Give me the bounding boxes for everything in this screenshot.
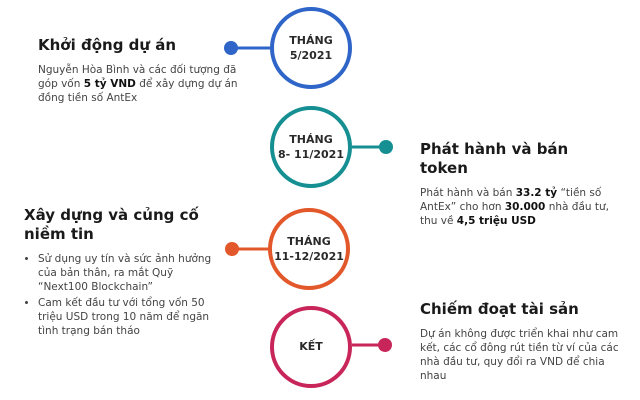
event-token-sale-text-part1: Phát hành và bán [420,187,516,199]
event-launch-title: Khởi động dự án [38,36,177,54]
milestone-label-2-line1: THÁNG [289,133,333,146]
milestone-label-3 [269,234,349,264]
event-launch [38,36,238,105]
dot-build-trust [225,242,239,256]
milestone-label-3-line1: THÁNG [287,235,331,248]
milestone-label-2-line2: 8- 11/2021 [278,148,344,161]
milestone-label-1-line2: 5/2021 [289,49,333,62]
event-token-sale-text [420,186,620,228]
event-token-sale-text-part3: nhà đầu tư, thu về [420,201,609,227]
event-build-trust [24,206,220,340]
milestone-label-4 [271,339,351,354]
milestone-label-2 [271,132,351,162]
event-launch-text [38,63,238,105]
event-appropriation [420,300,620,383]
milestone-label-1 [271,33,351,63]
event-token-sale-revenue: 4,5 triệu USD [456,215,536,227]
event-token-sale-amount: 33.2 tỷ [515,187,558,199]
dot-token-sale [379,140,393,154]
event-token-sale-title: Phát hành và bán token [420,140,569,177]
event-appropriation-title: Chiếm đoạt tài sản [420,300,579,318]
event-token-sale-investors: 30.000 [504,201,546,213]
event-launch-text-part1: Nguyễn Hòa Bình và các đối tượng đã góp vốn [38,64,237,90]
list-item: • Sử dụng uy tín và sức ảnh hưởng của bản thân, ra mắt Quỹ “Next100 Blockchain” [38,252,220,294]
event-launch-capital: 5 tỷ VND [83,78,136,90]
event-token-sale-text-part2: “tiền số AntEx” cho hơn [420,187,602,213]
dot-appropriation [378,338,392,352]
milestone-label-3-line2: 11-12/2021 [274,250,344,263]
milestone-label-1-line1: THÁNG [289,34,333,47]
event-launch-text-part2: để xây dựng dự án đồng tiền số AntEx [38,78,238,104]
list-item: • Cam kết đầu tư với tổng vốn 50 triệu USD trong 10 năm để ngăn tình trạng bán tháo [38,296,220,338]
event-build-trust-title: Xây dựng và củng cố niềm tin [24,206,199,243]
event-token-sale [420,140,620,228]
milestone-label-4-line1: KẾT [299,340,323,353]
event-build-trust-list [24,252,220,338]
event-appropriation-text: Dự án không được triển khai như cam kết, các cổ đông rút tiền từ ví của các nhà đầu tư, quy đổi ra VND để chia nhau [420,328,619,382]
